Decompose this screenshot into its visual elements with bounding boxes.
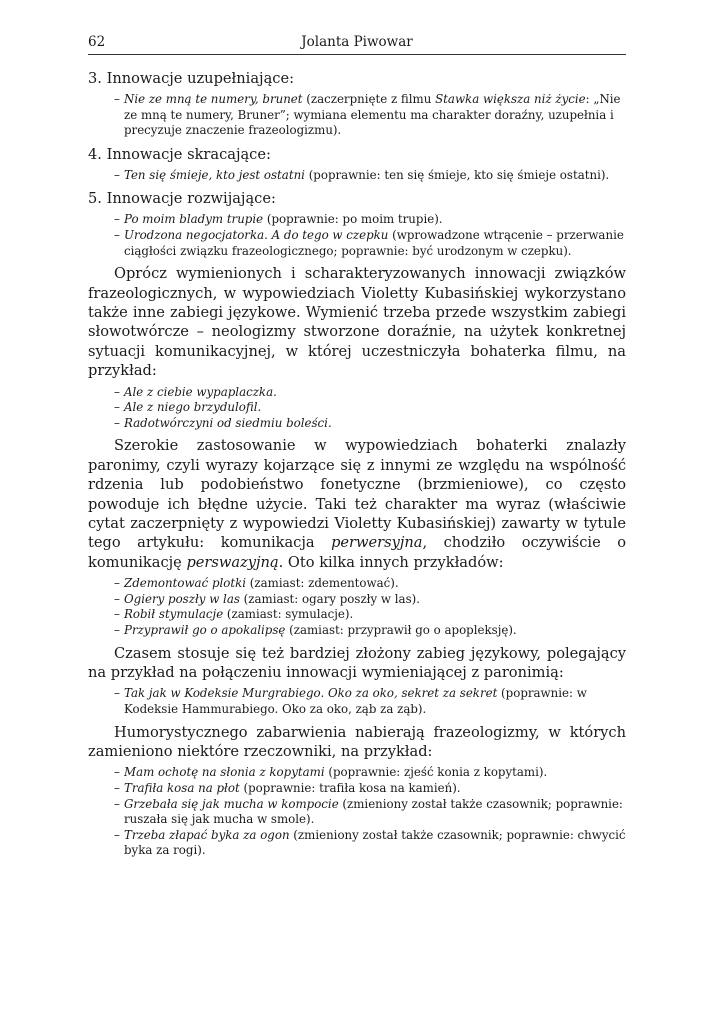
page-number: 62 (88, 34, 106, 50)
paronym-list (88, 576, 626, 638)
list-item: – Nie ze mną te numery, brunet (zaczerpnięte z filmu Stawka większa niż życie: „Nie ze mną te numery, Bruner”; wymiana elementu ma charakter doraźny, uzupełnia i precyzuje znaczenie frazeologizmu). (114, 92, 621, 138)
paragraph: Oprócz wymienionych i scharakteryzowanych innowacji związków frazeologicznych, w wypowiedziach Violetty Kubasińskiej wykorzystano także inne zabiegi językowe. Wymienić trzeba przede wszystkim zabiegi słowotwórcze – neologizmy stworzone doraźnie, na użytek konkretnej sytuacji komunikacyjnej, w której uczestniczyła bohaterka filmu, na przykład: (88, 265, 626, 380)
neologism-list (88, 385, 626, 432)
article-body (88, 69, 626, 859)
list-item: – Robił stymulacje (zamiast: symulacje). (114, 607, 354, 622)
combined-list (88, 686, 626, 717)
list-item: – Zdemontować plotki (zamiast: zdementować). (114, 576, 399, 591)
substitution-list (88, 765, 626, 859)
list-item: – Grzebała się jak mucha w kompocie (zmieniony został także czasownik; poprawnie: ruszała się jak mucha w smole). (114, 796, 623, 827)
section-heading-4: 4. Innowacje skracające: (88, 145, 271, 163)
running-header (88, 34, 626, 55)
list-item: – Trafiła kosa na płot (poprawnie: trafiła kosa na kamień). (114, 781, 461, 795)
list-item: – Mam ochotę na słonia z kopytami (poprawnie: zjeść konia z kopytami). (114, 765, 548, 780)
list-item: – Tak jak w Kodeksie Murgrabiego. Oko za oko, sekret za sekret (poprawnie: w Kodeksie Hammurabiego. Oko za oko, ząb za ząb). (114, 686, 587, 716)
paragraph: Czasem stosuje się też bardziej złożony zabieg językowy, polegający na przykład na połączeniu innowacji wymieniającej z paronimią: (88, 644, 626, 681)
paragraph: Szerokie zastosowanie w wypowiedziach bohaterki znalazły paronimy, czyli wyrazy kojarzące się z innymi ze względu na wspólność rdzenia lub podobieństwo fonetyczne (brzmieniowe), co często powoduje ich błędne użycie. Taki też charakter ma wyraz (właściwie cytat zaczerpnięty z wypowiedzi Violetty Kubasińskiej) zawarty w tytule tego artykułu: komunikacja perwersyjna, chodziło oczywiście o komunikację perswazyjną. Oto kilka innych przykładów: (88, 437, 627, 571)
section-heading-3: 3. Innowacje uzupełniające: (88, 70, 294, 87)
example-list-4 (88, 168, 626, 184)
running-author: Jolanta Piwowar (301, 34, 413, 50)
paragraph: Humorystycznego zabarwienia nabierają frazeologizmy, w których zamieniono niektóre rzeczowniki, na przykład: (88, 723, 626, 760)
section-heading-5: 5. Innowacje rozwijające: (88, 190, 276, 208)
list-item: – Trzeba złapać byka za ogon (zmieniony został także czasownik; poprawnie: chwycić byka za rogi). (114, 827, 626, 858)
page (88, 34, 626, 861)
list-item: – Urodzona negocjatorka. A do tego w czepku (wprowadzone wtrącenie – przerwanie ciągłości związku frazeologicznego; poprawnie: być urodzonym w czepku). (114, 227, 624, 258)
list-item: – Przyprawił go o apokalipsę (zamiast: przyprawił go o apopleksję). (114, 623, 517, 637)
list-item: – Ale z ciebie wypaplaczka. (114, 384, 277, 399)
list-item: – Radotwórczyni od siedmiu boleści. (114, 415, 332, 430)
example-list-5 (88, 212, 626, 259)
example-list-3 (88, 92, 626, 139)
list-item: – Ogiery poszły w las (zamiast: ogary poszły w las). (114, 591, 420, 606)
list-item: – Ten się śmieje, kto jest ostatni (poprawnie: ten się śmieje, kto się śmieje ostatni). (114, 167, 610, 182)
list-item: – Ale z niego brzydulofil. (114, 400, 262, 415)
list-item: – Po moim bladym trupie (poprawnie: po moim trupie). (114, 212, 443, 227)
